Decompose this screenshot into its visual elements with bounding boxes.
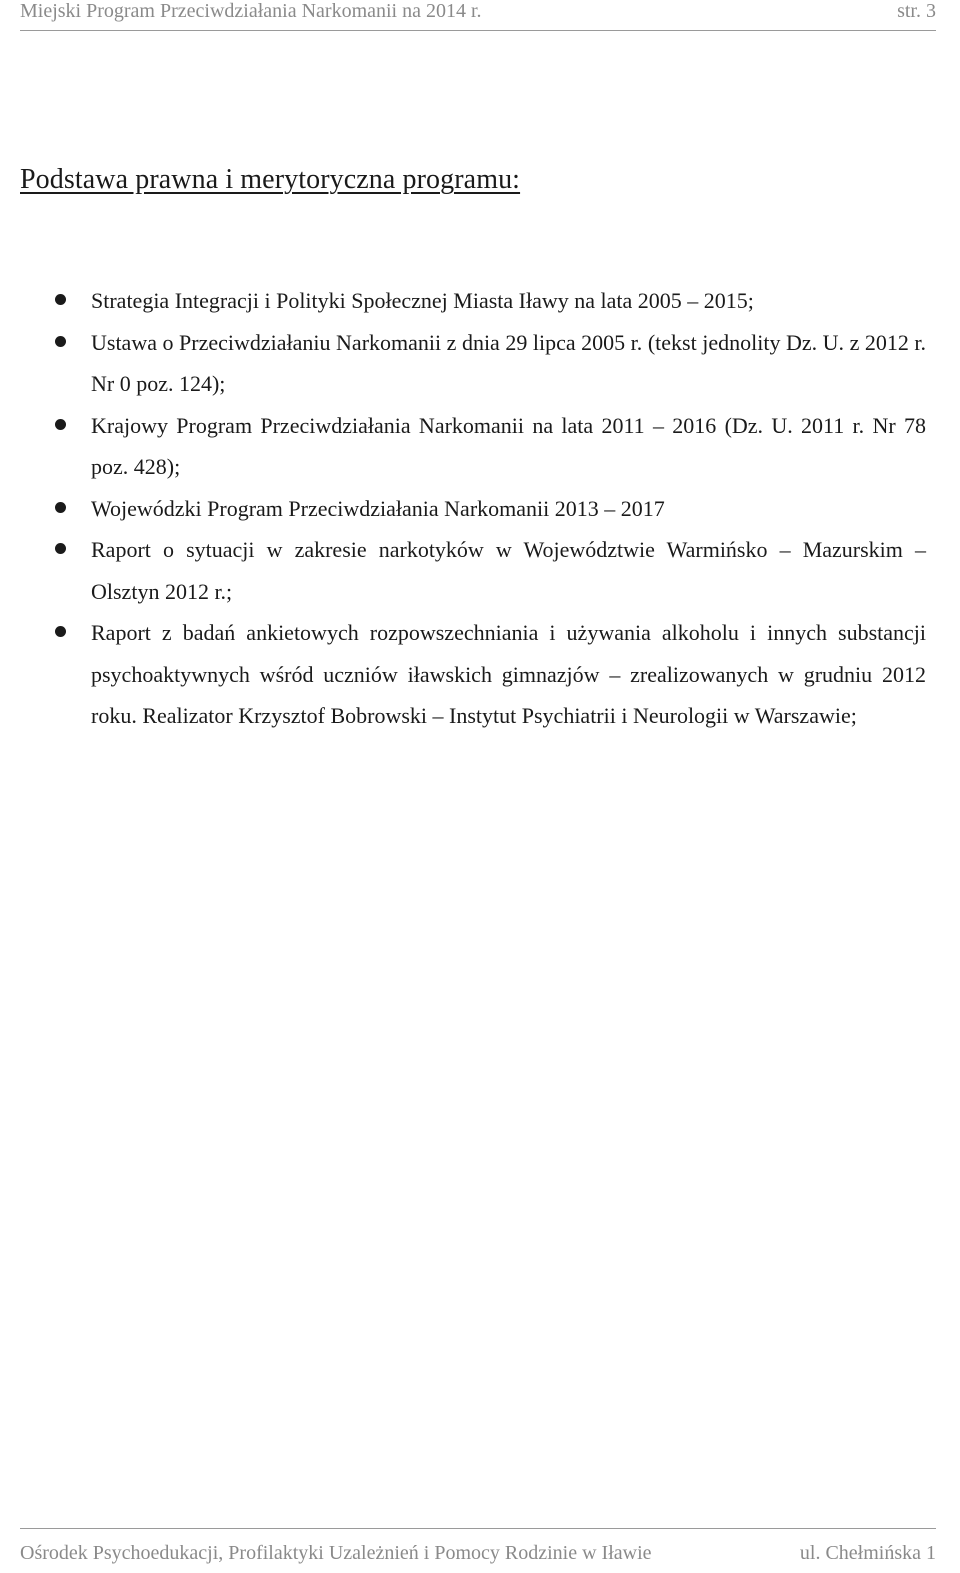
legal-basis-list xyxy=(91,280,926,737)
bullet-icon xyxy=(55,502,66,513)
document-title: Miejski Program Przeciwdziałania Narkomanii na 2014 r. xyxy=(20,0,482,22)
list-item-text: Raport o sytuacji w zakresie narkotyków w Województwie Warmińsko – Mazurskim – Olsztyn 2012 r.; xyxy=(91,537,926,604)
bullet-icon xyxy=(55,336,66,347)
page-footer xyxy=(20,1528,936,1568)
list-item xyxy=(91,405,926,488)
footer-address: ul. Chełmińska 1 xyxy=(799,1542,936,1564)
bullet-icon xyxy=(55,626,66,637)
page-header xyxy=(20,0,936,31)
list-item-text: Wojewódzki Program Przeciwdziałania Narkomanii 2013 – 2017 xyxy=(91,495,665,521)
list-item xyxy=(91,612,926,737)
bullet-icon xyxy=(55,419,66,430)
footer-organization: Ośrodek Psychoedukacji, Profilaktyki Uzależnień i Pomocy Rodzinie w Iławie xyxy=(20,1542,652,1564)
list-item-text: Strategia Integracji i Polityki Społecznej Miasta Iławy na lata 2005 – 2015; xyxy=(91,288,754,313)
list-item xyxy=(91,529,926,612)
list-item-text: Krajowy Program Przeciwdziałania Narkomanii na lata 2011 – 2016 (Dz. U. 2011 r. Nr 78 poz. 428); xyxy=(91,412,926,479)
list-item xyxy=(91,322,926,405)
list-item-text: Ustawa o Przeciwdziałaniu Narkomanii z dnia 29 lipca 2005 r. (tekst jednolity Dz. U. z 2012 r. Nr 0 poz. 124); xyxy=(91,329,926,396)
section-heading: Podstawa prawna i merytoryczna programu: xyxy=(20,164,521,195)
list-item-text: Raport z badań ankietowych rozpowszechniania i używania alkoholu i innych substancji psychoaktywnych wśród uczniów iławskich gimnazjów – zrealizowanych w grudniu 2012 roku. Realizator Krzysztof Bobrowski – Instytut Psychiatrii i Neurologii w Warszawie; xyxy=(91,620,926,728)
list-item xyxy=(91,280,926,322)
page-number: str. 3 xyxy=(897,0,936,22)
list-item xyxy=(91,488,926,530)
bullet-icon xyxy=(55,543,66,554)
bullet-icon xyxy=(55,294,66,305)
